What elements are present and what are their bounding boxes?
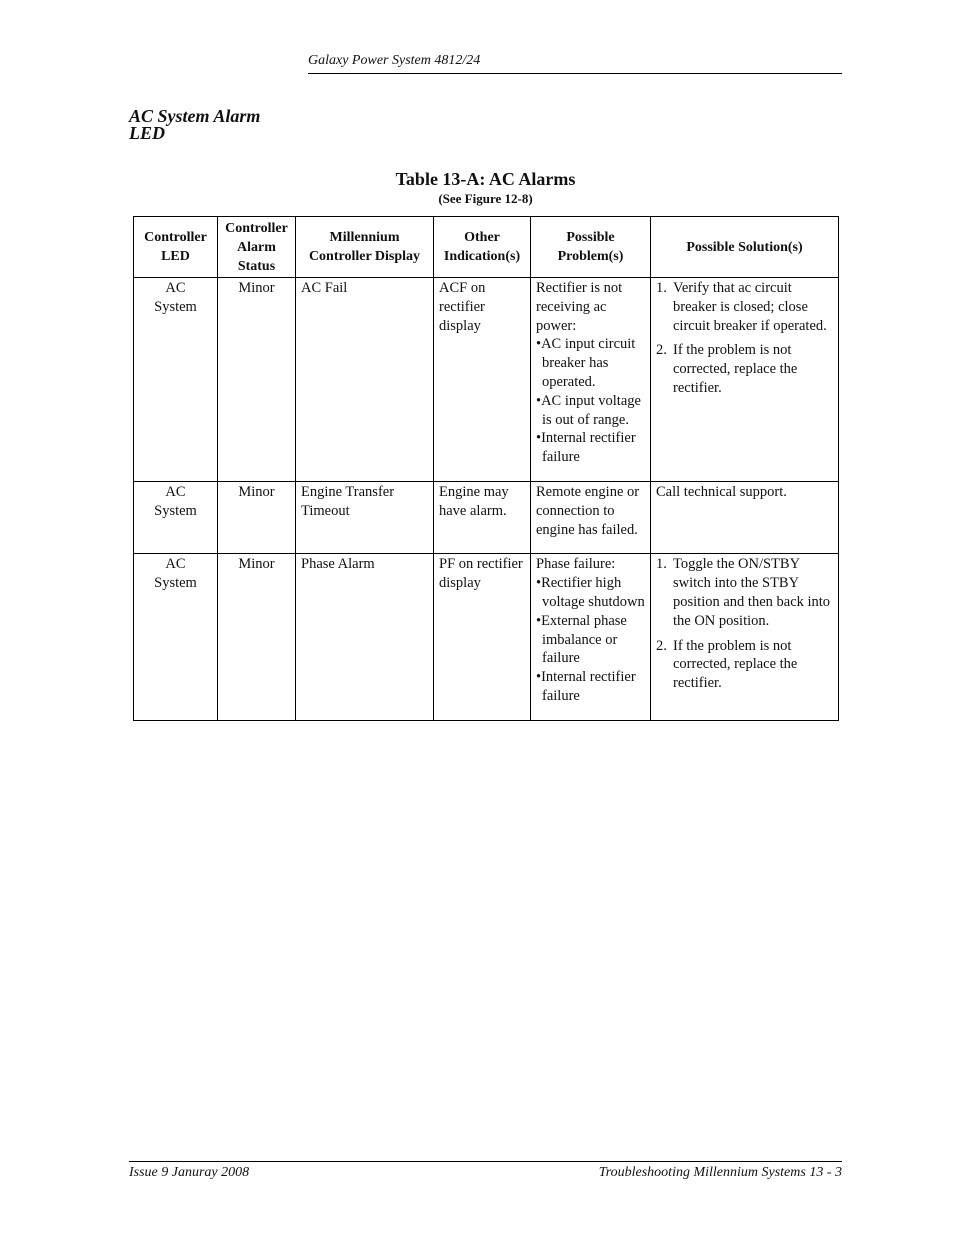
column-header-alarm-status: Controller Alarm Status — [218, 217, 296, 278]
problem-list — [536, 574, 645, 706]
problem-list — [536, 335, 645, 467]
solution-step: 1. Verify that ac circuit breaker is closed; close circuit breaker if operated. — [656, 280, 827, 334]
cell-controller-display: Engine Transfer Timeout — [296, 481, 434, 553]
problem-item: •Internal rectifier failure — [536, 430, 636, 466]
problem-item: •External phase imbalance or failure — [536, 612, 627, 667]
solution-steps — [656, 279, 833, 398]
footer-issue-date: Issue 9 Januray 2008 — [129, 1165, 250, 1180]
cell-possible-solutions — [651, 278, 839, 482]
problem-item: •AC input voltage is out of range. — [536, 392, 641, 428]
problem-intro: Phase failure: — [536, 556, 616, 573]
cell-controller-led: AC System — [134, 554, 218, 720]
cell-possible-solutions — [651, 554, 839, 720]
section-heading-line-2: LED — [129, 123, 165, 143]
cell-other-indication: Engine may have alarm. — [434, 481, 531, 553]
cell-controller-led: AC System — [134, 481, 218, 553]
cell-controller-led: AC System — [134, 278, 218, 482]
table-row — [134, 554, 839, 720]
problem-intro: Remote engine or connection to engine has failed. — [536, 483, 640, 538]
problem-intro: Rectifier is not receiving ac power: — [536, 280, 623, 334]
running-header: Galaxy Power System 4812/24 — [308, 52, 842, 74]
column-header-controller-led: Controller LED — [134, 217, 218, 278]
cell-other-indication: ACF on rectifier display — [434, 278, 531, 482]
solution-step: 2. If the problem is not corrected, replace the rectifier. — [656, 637, 798, 692]
column-header-controller-display: Millennium Controller Display — [296, 217, 434, 278]
section-heading-line-1: AC System Alarm — [129, 106, 261, 126]
column-header-possible-problems: Possible Problem(s) — [531, 217, 651, 278]
cell-possible-problems — [531, 554, 651, 720]
solution-steps — [656, 555, 833, 693]
cell-alarm-status: Minor — [218, 554, 296, 720]
cell-possible-solutions: Call technical support. — [651, 481, 839, 553]
cell-other-indication: PF on rectifier display — [434, 554, 531, 720]
problem-item: •AC input circuit breaker has operated. — [536, 336, 636, 390]
cell-controller-display: Phase Alarm — [296, 554, 434, 720]
solution-step: 2. If the problem is not corrected, replace the rectifier. — [656, 342, 798, 396]
solution-step: 1. Toggle the ON/STBY switch into the STBY position and then back into the ON position. — [656, 556, 831, 629]
problem-item: •Rectifier high voltage shutdown — [536, 575, 645, 610]
footer-section-page: Troubleshooting Millennium Systems 13 - 3 — [598, 1165, 842, 1180]
table-header-row — [134, 217, 839, 278]
table-row — [134, 278, 839, 482]
cell-possible-problems — [531, 481, 651, 553]
table-title: Table 13-A: AC Alarms — [395, 169, 576, 189]
cell-alarm-status: Minor — [218, 278, 296, 482]
column-header-possible-solutions: Possible Solution(s) — [651, 217, 839, 278]
table-subtitle: (See Figure 12-8) — [438, 191, 533, 206]
section-heading — [129, 108, 329, 142]
cell-controller-display: AC Fail — [296, 278, 434, 482]
page-footer — [129, 1161, 842, 1182]
cell-possible-problems — [531, 278, 651, 482]
problem-item: •Internal rectifier failure — [536, 669, 636, 704]
column-header-other-indications: Other Indication(s) — [434, 217, 531, 278]
cell-alarm-status: Minor — [218, 481, 296, 553]
table-row — [134, 481, 839, 553]
ac-alarms-table — [133, 216, 839, 721]
